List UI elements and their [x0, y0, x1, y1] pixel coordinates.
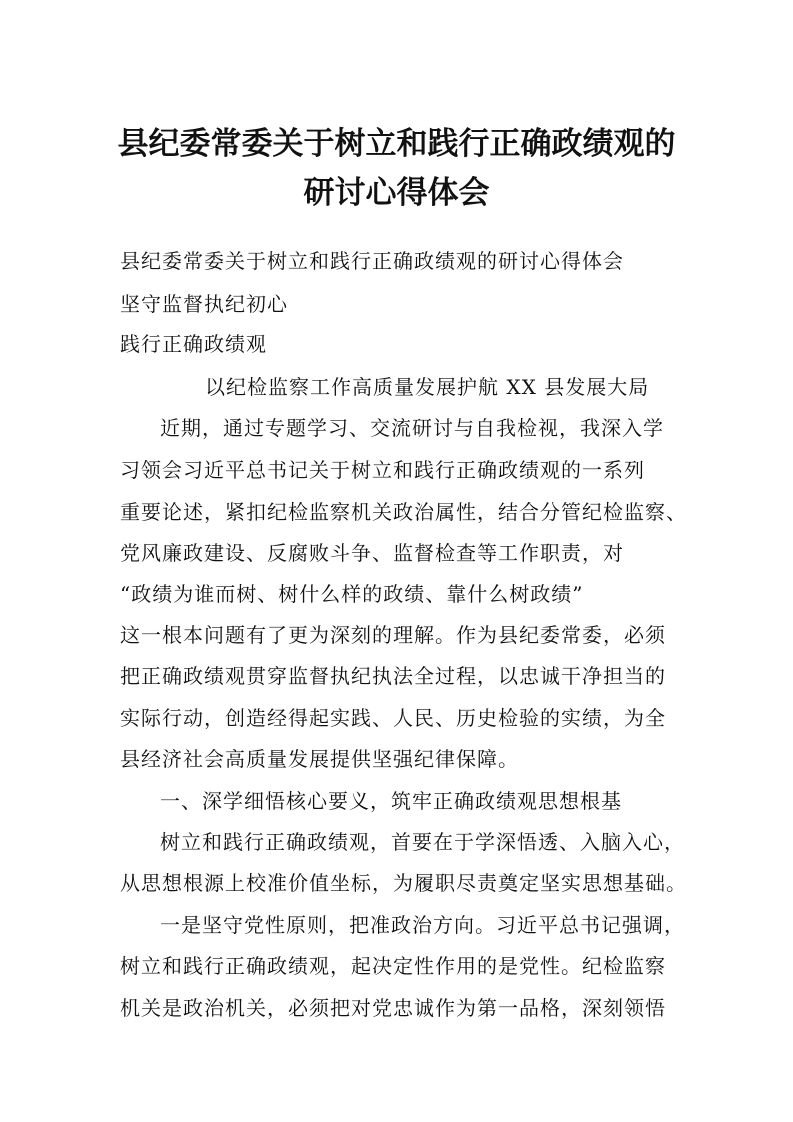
document-title-line-1: 县纪委常委关于树立和践行正确政绩观的: [117, 126, 676, 162]
body-line: “政绩为谁而树、树什么样的政绩、靠什么树政绩”: [120, 582, 584, 606]
body-line: 这一根本问题有了更为深刻的理解。作为县纪委常委，必须: [120, 623, 666, 647]
subtitle-line: 以纪检监察工作高质量发展护航 XX 县发展大局: [205, 375, 650, 399]
body-line: 树立和践行正确政绩观，首要在于学深悟透、入脑入心，: [160, 830, 685, 854]
body-line: 重要论述，紧扣纪检监察机关政治属性，结合分管纪检监察、: [120, 500, 687, 524]
body-line: 近期，通过专题学习、交流研讨与自我检视，我深入学: [160, 416, 664, 440]
body-line: 树立和践行正确政绩观，起决定性作用的是党性。纪检监察: [120, 954, 666, 978]
body-line: 习领会习近平总书记关于树立和践行正确政绩观的一系列: [120, 458, 645, 482]
body-line: 机关是政治机关，必须把对党忠诚作为第一品格，深刻领悟: [120, 996, 666, 1020]
body-line: 县经济社会高质量发展提供坚强纪律保障。: [120, 747, 519, 771]
body-line: 一是坚守党性原则，把准政治方向。习近平总书记强调，: [160, 913, 685, 937]
section-heading: 一、深学细悟核心要义，筑牢正确政绩观思想根基: [160, 789, 622, 813]
body-line: 坚守监督执纪初心: [120, 292, 288, 316]
body-line: 县纪委常委关于树立和践行正确政绩观的研讨心得体会: [120, 249, 624, 273]
body-line: 实际行动，创造经得起实践、人民、历史检验的实绩，为全: [120, 706, 666, 730]
body-line: 从思想根源上校准价值坐标，为履职尽责奠定坚实思想基础。: [120, 871, 687, 895]
body-line: 党风廉政建设、反腐败斗争、监督检查等工作职责，对: [120, 541, 624, 565]
body-line: 践行正确政绩观: [120, 332, 267, 356]
document-title-line-2: 研讨心得体会: [303, 175, 490, 211]
body-line: 把正确政绩观贯穿监督执纪执法全过程，以忠诚干净担当的: [120, 664, 666, 688]
